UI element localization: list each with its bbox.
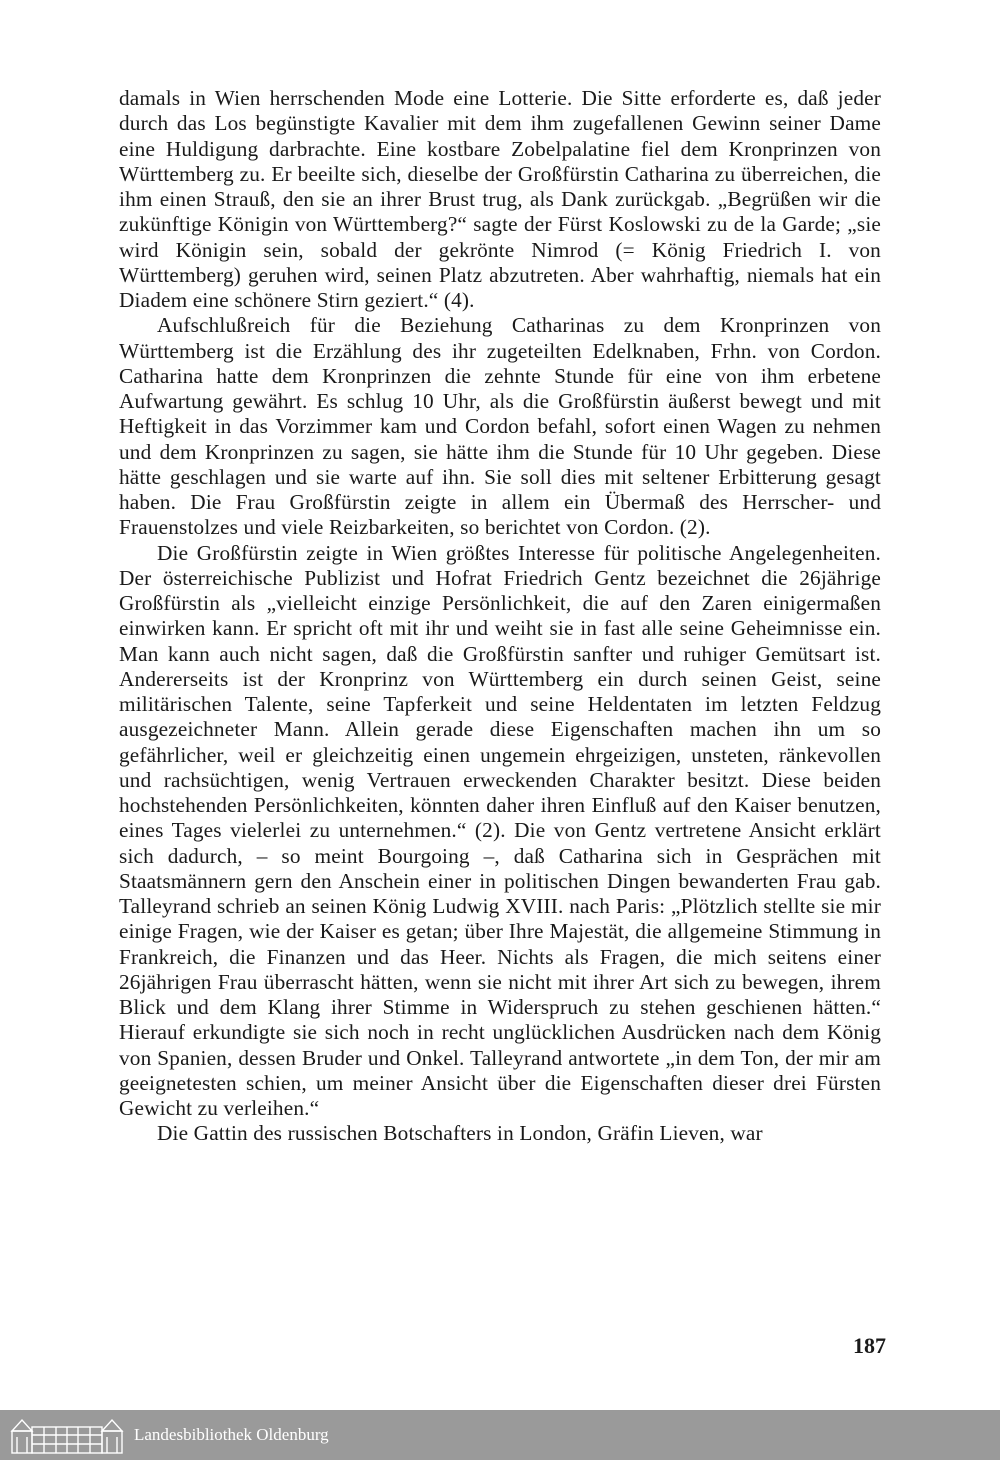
paragraph-1: damals in Wien herrschenden Mode eine Lotterie. Die Sitte erforderte es, daß jeder durch das Los begünstigte Kavalier mit dem ihm zugefallenen Gewinn seiner Dame eine Huldigung darbrachte. Eine kostbare Zobelpalatine fiel dem Kronprinzen von Württemberg zu. Er beeilte sich, dieselbe der Großfürstin Catharina zu überreichen, die ihm einen Strauß, den sie an ihrer Brust trug, als Dank zurückgab. „Begrüßen wir die zukünftige Königin von Württemberg?“ sagte der Fürst Koslowski zu de la Garde; „sie wird Königin sein, sobald der gekrönte Nimrod (= König Friedrich I. von Württemberg) geruhen wird, seinen Platz abzutreten. Aber wahrhaftig, niemals hat ein Diadem eine schönere Stirn geziert.“ (4).	[119, 86, 881, 312]
body-text	[119, 86, 881, 1147]
paragraph-4: Die Gattin des russischen Botschafters in London, Gräfin Lieven, war	[157, 1121, 763, 1146]
paragraph-2: Aufschlußreich für die Beziehung Catharinas zu dem Kronprinzen von Württemberg ist die Erzählung des ihr zugeteilten Edelknaben, Frhn. von Cordon. Catharina hatte dem Kronprinzen die zehnte Stunde für eine von ihm erbetene Aufwartung gewährt. Es schlug 10 Uhr, als die Großfürstin äußerst bewegt und mit Heftigkeit in das Vorzimmer kam und Cordon befahl, sofort einen Wagen zu nehmen und dem Kronprinzen zu sagen, sie hätte ihm die Stunde für 10 Uhr gegeben. Diese hätte geschlagen und sie warte auf ihn. Sie soll dies mit seltener Erbitterung gesagt haben. Die Frau Großfürstin zeigte in allem ein Übermaß des Herrscher- und Frauenstolzes und viele Reizbarkeiten, so berichtet von Cordon. (2).	[119, 313, 881, 540]
library-name: Landesbibliothek Oldenburg	[134, 1425, 329, 1444]
footer-bar	[0, 1410, 1000, 1460]
paragraph-3: Die Großfürstin zeigte in Wien größtes Interesse für politische Angelegenheiten. Der österreichische Publizist und Hofrat Friedrich Gentz bezeichnet die 26jährige Großfürstin als „vielleicht einzige Persönlichkeit, die auf den Zaren einigermaßen einwirken kann. Er spricht oft mit ihr und weiht sie in fast alle seine Geheimnisse ein. Man kann auch nicht sagen, daß die Großfürstin sanfter und ruhiger Gemütsart ist. Andererseits ist der Kronprinz von Württemberg ein durch seinen Geist, seine militärischen Talente, seine Tapferkeit und seine Heldentaten im letzten Feldzug ausgezeichneter Mann. Allein gerade diese Eigenschaften machen ihn um so gefährlicher, weil er gleichzeitig einen ungemein ehrgeizigen, unsteten, ränkevollen und rachsüchtigen, wenig Vertrauen erweckenden Charakter besitzt. Diese beiden hochstehenden Persönlichkeiten, könnten daher ihren Einfluß auf den Kaiser benutzen, eines Tages vielerlei zu unternehmen.“ (2). Die von Gentz vertretene Ansicht erklärt sich dadurch, – so meint Bourgoing –, daß Catharina sich in Gesprächen mit Staatsmännern gern den Anschein einer in politischen Dingen bewanderten Frau gab. Talleyrand schrieb an seinen König Ludwig XVIII. nach Paris: „Plötzlich stellte sie mir einige Fragen, wie der Kaiser es getan; über Ihre Majestät, die allgemeine Stimmung in Frankreich, die Finanzen und das Heer. Nichts als Fragen, die mich seitens einer 26jährigen Frau überrascht hätten, wenn sie nicht mit ihrer Art sich zu bewegen, ihrem Blick und dem Klang ihrer Stimme in Widerspruch zu stehen geschienen hätten.“ Hierauf erkundigte sie sich noch in recht unglücklichen Ausdrücken nach dem König von Spanien, dessen Bruder und Onkel. Talleyrand antwortete „in dem Ton, der mir am geeignetesten schien, um meiner Ansicht über die Eigenschaften dieser drei Fürsten Gewicht zu verleihen.“	[119, 540, 881, 1120]
page-number: 187	[853, 1333, 886, 1358]
library-building-icon	[8, 1415, 124, 1455]
